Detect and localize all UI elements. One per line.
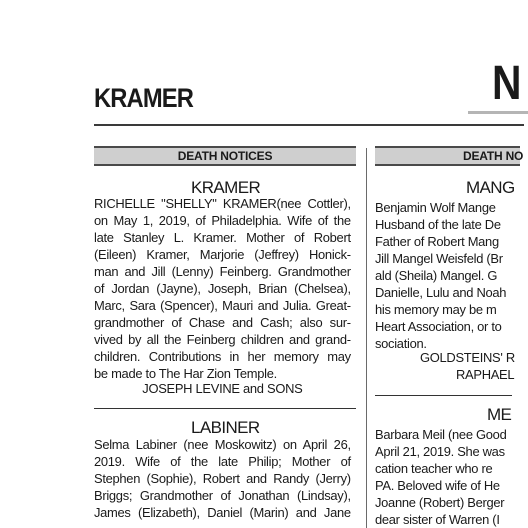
notice-line: Marc, Sara (Spencer), Mauri and Julia. Great- (94, 298, 351, 313)
notice-line: late Stanley L. Kramer. Mother of Robert (94, 230, 351, 245)
notice-line: cation teacher who re (375, 461, 493, 476)
notice-line: children. Contributions in her memory may (94, 349, 351, 364)
column-divider (366, 148, 367, 528)
right-section-bar (375, 146, 524, 166)
notice-line: of Jordan (Jayne), Joseph, Brian (Chelsea), (94, 281, 351, 296)
notice-line: be made to The Har Zion Temple. (94, 366, 277, 381)
left-section-label: DEATH NOTICES (177, 149, 273, 163)
notice-title-me: ME (487, 405, 512, 424)
left-section-bar (94, 146, 356, 166)
notice-line: Danielle, Lulu and Noah (375, 285, 507, 300)
notice-line: RICHELLE "SHELLY" KRAMER(nee Cottler), (94, 196, 351, 211)
notice-line: on May 1, 2019, of Philadelphia. Wife of the (94, 213, 351, 228)
notice-line: 2019. Wife of the late Philip; Mother of (94, 454, 351, 469)
notice-line: April 21, 2019. She was (375, 444, 505, 459)
notice-separator (94, 408, 356, 409)
notice-line: dear sister of Warren (I (375, 512, 500, 527)
notice-line: man and Jill (Lenny) Feinberg. Grandmother (94, 264, 351, 279)
right-section-label: DEATH NO (463, 149, 524, 163)
notice-title-labiner: LABINER (191, 418, 260, 437)
notice-line: Father of Robert Mang (375, 234, 499, 249)
notice-line: Jill Mangel Weisfeld (Br (375, 251, 503, 266)
notice-separator (375, 395, 512, 396)
edge-letter-underline (468, 111, 528, 114)
notice-line: (Eileen) Kramer, Marjorie (Jeffrey) Honick- (94, 247, 351, 262)
funeral-home: RAPHAEL (456, 367, 515, 382)
notice-line: Benjamin Wolf Mange (375, 200, 496, 215)
notice-line: grandmother of Chase and Cash; also sur- (94, 315, 351, 330)
notice-line: Stephen (Sophie), Robert and Randy (Jerry) (94, 471, 351, 486)
notice-title-kramer: KRAMER (191, 178, 261, 197)
funeral-home: JOSEPH LEVINE and SONS (142, 381, 303, 396)
page-heading: KRAMER (94, 83, 193, 113)
notice-line: his memory may be m (375, 302, 497, 317)
funeral-home: GOLDSTEINS' R (420, 350, 515, 365)
notice-title-mang: MANG (466, 178, 515, 197)
notice-line: vived by all the Feinberg children and grand- (94, 332, 351, 347)
notice-line: Joanne (Robert) Berger (375, 495, 505, 510)
notice-line: Heart Association, or to (375, 319, 502, 334)
notice-line: sociation. (375, 336, 427, 351)
notice-line: Husband of the late De (375, 217, 501, 232)
notice-line: PA. Beloved wife of He (375, 478, 500, 493)
notice-line: Selma Labiner (nee Moskowitz) on April 26, (94, 437, 351, 452)
edge-page-letter: N (492, 57, 522, 110)
notice-line: ald (Sheila) Mangel. G (375, 268, 498, 283)
notice-line: James (Elizabeth), Daniel (Marin) and Jane (94, 505, 351, 520)
header-rule (94, 124, 524, 126)
notice-line: Barbara Meil (nee Good (375, 427, 507, 442)
notice-line: Briggs; Grandmother of Jonathan (Lindsay), (94, 488, 351, 503)
